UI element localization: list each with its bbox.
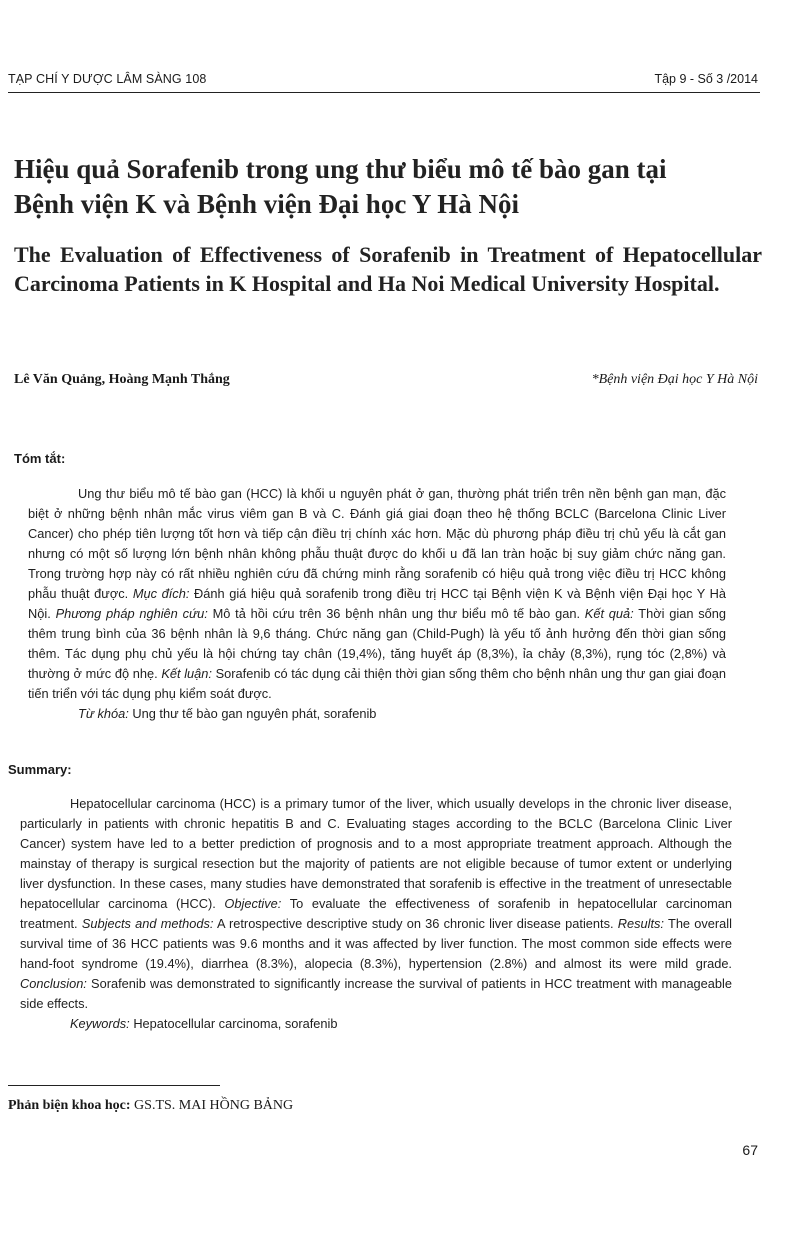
results-label: Kết quả: (584, 606, 634, 621)
reviewer-name: GS.TS. MAI HỒNG BẢNG (134, 1098, 294, 1113)
abstract-en-heading: Summary: (8, 762, 72, 777)
conclusion-label: Kết luận: (161, 666, 212, 681)
header-rule (8, 92, 760, 93)
keywords-vi: Từ khóa: Ung thư tế bào gan nguyên phát, sorafenib (78, 706, 377, 721)
title-vietnamese (14, 152, 762, 222)
objective-label: Objective: (224, 896, 282, 911)
reviewer-footnote (8, 1098, 293, 1114)
conclusion-label: Conclusion: (20, 976, 87, 991)
title-vi-line-2: Bệnh viện K và Bệnh viện Đại học Y Hà Nội (14, 189, 520, 219)
abstract-vi-heading: Tóm tắt: (14, 451, 66, 466)
methods-label: Subjects and methods: (81, 916, 214, 931)
authors: Lê Văn Quảng, Hoàng Mạnh Thắng (14, 372, 230, 387)
page-number: 67 (742, 1142, 758, 1158)
title-english: The Evaluation of Effectiveness of Sorafenib in Treatment of Hepatocellular Carcinoma Patients in K Hospital and Ha Noi Medical University Hospital. (14, 242, 762, 296)
keywords-en: Keywords: Hepatocellular carcinoma, sorafenib (70, 1016, 338, 1031)
objective-label: Mục đích: (132, 586, 190, 601)
issue-number: Tập 9 - Số 3 /2014 (654, 72, 758, 86)
reviewer-label: Phản biện khoa học: (8, 1098, 131, 1113)
abstract-vi-paragraph: Ung thư biểu mô tế bào gan (HCC) là khối u nguyên phát ở gan, thường phát triển trên nền bệnh gan mạn, đặc biệt ở những bệnh nhân mắc virus viêm gan B và C. Đánh giá giai đoạn theo hệ thống BCLC (Barcelona Clinic Liver Cancer) cho phép tiên lượng tốt hơn và tiếp cận điều trị chính xác hơn. Mặc dù phương pháp điều trị chủ yếu là cắt gan nhưng có một số lượng lớn bệnh nhân không phẫu thuật được do khối u đã lan tràn hoặc bị suy giảm chức năng gan. Trong trường hợp này có rất nhiều nghiên cứu đã chứng minh rằng sorafenib có hiệu quả trong việc điều trị HCC không phẫu thuật được. Mục đích: Đánh giá hiệu quả sorafenib trong điều trị HCC tại Bệnh viện K và Bệnh viện Đại học Y Hà Nội. Phương pháp nghiên cứu: Mô tả hồi cứu trên 36 bệnh nhân ung thư biểu mô tế bào gan. Kết quả: Thời gian sống thêm trung bình của 36 bệnh nhân là 9,6 tháng. Chức năng gan (Child-Pugh) là yếu tố ảnh hưởng đến thời gian sống thêm. Tác dụng phụ chủ yếu là hội chứng tay chân (19,4%), tăng huyết áp (8,3%), ỉa chảy (8,3%), rụng tóc (2,8%) và thường ở mức độ nhẹ. Kết luận: Sorafenib có tác dụng cải thiện thời gian sống thêm cho bệnh nhân ung thư gan giai đoạn tiến triển với tác dụng phụ kiểm soát được. (28, 486, 727, 701)
footnote-rule (8, 1085, 220, 1086)
journal-running-head: TẠP CHÍ Y DƯỢC LÂM SÀNG 108 (8, 72, 207, 86)
abstract-en-paragraph: Hepatocellular carcinoma (HCC) is a primary tumor of the liver, which usually develops in the chronic liver disease, particularly in patients with chronic hepatitis B and C. Evaluating stages according to the BCLC (Barcelona Clinic Liver Cancer) system have led to a better prediction of prognosis and to a most appropriate treatment approach. Although the mainstay of therapy is surgical resection but the majority of patients are not eligible because of tumor extent or underlying liver dysfunction. In these cases, many studies have demonstrated that sorafenib is effective in the treatment of unresectable hepatocellular carcinoma (HCC). Objective: To evaluate the effectiveness of sorafenib in hepatocellular carcinoman treatment. Subjects and methods: A retrospective descriptive study on 36 chronic liver disease patients. Results: The overall survival time of 36 HCC patients was 9.6 months and it was affected by liver function. The most common side effects were hand-foot syndrome (19.4%), diarrhea (8.3%), alopecia (8.3%), hypertension (2.8%) and almost its were mild grade. Conclusion: Sorafenib was demonstrated to significantly increase the survival of patients in HCC treatment with manageable side effects. (20, 796, 733, 1011)
results-label: Results: (617, 916, 664, 931)
abstract-vi-body (28, 484, 726, 724)
methods-label: Phương pháp nghiên cứu: (55, 606, 208, 621)
title-vi-line-1: Hiệu quả Sorafenib trong ung thư biểu mô tế bào gan tại (14, 154, 667, 184)
affiliation: *Bệnh viện Đại học Y Hà Nội (591, 372, 758, 387)
abstract-en-body (20, 794, 732, 1034)
